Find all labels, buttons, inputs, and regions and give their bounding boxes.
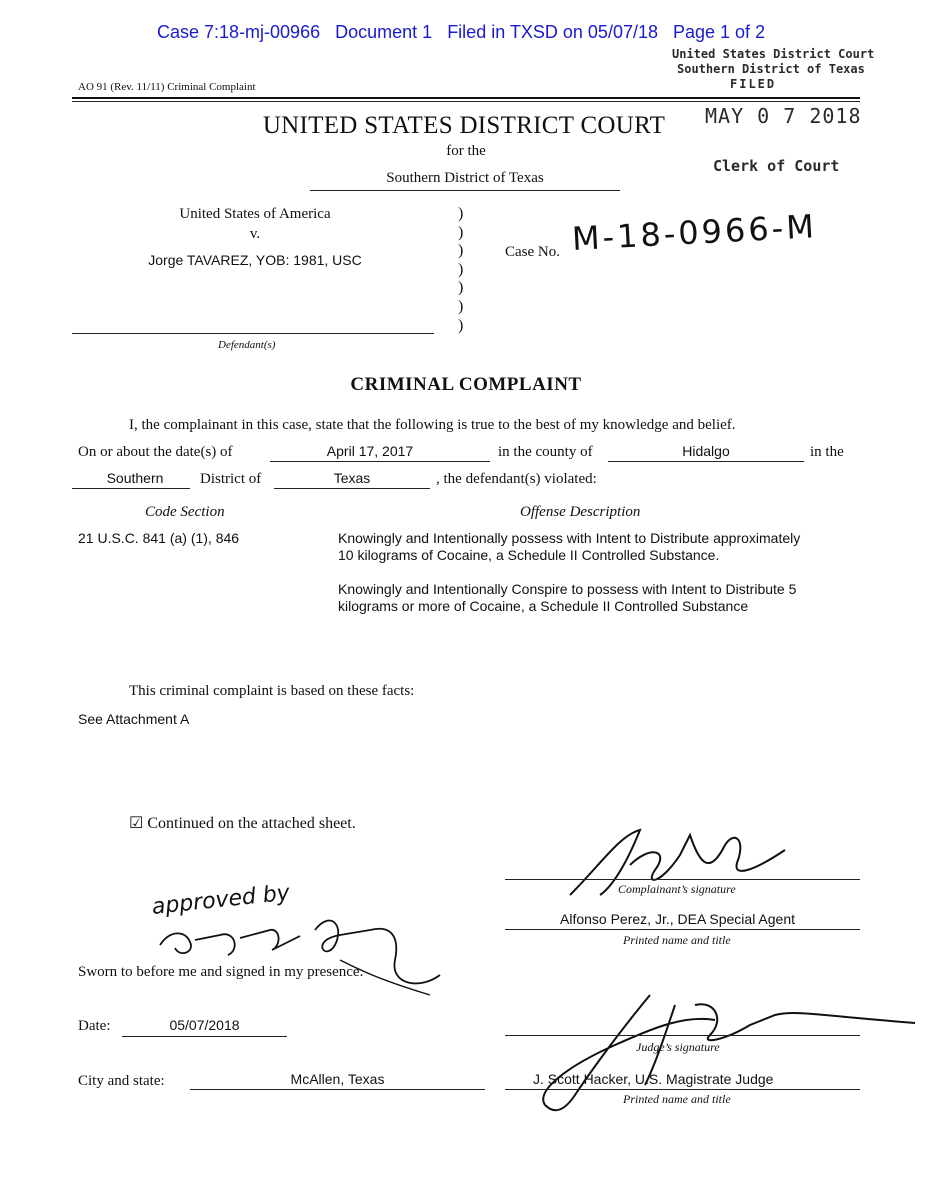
county-value: Hidalgo (682, 443, 730, 459)
date-field-rule (122, 1036, 287, 1037)
state-value: Texas (333, 470, 371, 486)
case-no-label: Case No. (505, 244, 560, 260)
approver-signature (140, 900, 460, 1010)
date-field-label: Date: (78, 1018, 111, 1034)
violated-label: , the defendant(s) violated: (436, 471, 597, 487)
offense-description-header: Offense Description (520, 504, 641, 520)
header-page: Page 1 of 2 (673, 22, 766, 42)
facts-label: This criminal complaint is based on these facts: (129, 683, 415, 699)
offense-description-2 (338, 581, 796, 615)
defendant-label: Defendant(s) (218, 339, 276, 351)
caption-plaintiff: United States of America (179, 206, 331, 222)
court-for-the: for the (446, 143, 486, 159)
court-title: UNITED STATES DISTRICT COURT (262, 112, 666, 139)
continued-label: Continued on the attached sheet. (147, 815, 356, 832)
approval-note: approved by (150, 880, 291, 920)
offense-1-line-1: Knowingly and Intentionally possess with Intent to Distribute approximately (338, 530, 801, 546)
defendant-rule (72, 333, 434, 334)
caption-defendant: Jorge TAVAREZ, YOB: 1981, USC (148, 252, 362, 268)
court-district: Southern District of Texas (386, 170, 544, 186)
judge-signature-label: Judge’s signature (636, 1040, 720, 1054)
stamp-date: MAY 0 7 2018 (705, 104, 862, 128)
stamp-clerk: Clerk of Court (713, 157, 840, 175)
continued-checkbox[interactable]: ☑ (129, 815, 144, 832)
header-rule-thin (72, 101, 860, 102)
header-case-ref: Case 7:18-mj-00966 (157, 22, 321, 42)
code-section-header: Code Section (145, 504, 225, 520)
stamp-filed: FILED (730, 77, 777, 91)
complaint-title: CRIMINAL COMPLAINT (350, 374, 582, 395)
complainant-signature-rule (505, 879, 860, 880)
offense-2-line-1: Knowingly and Intentionally Conspire to possess with Intent to Distribute 5 (338, 581, 797, 597)
district-value-rule (72, 488, 190, 489)
header-rule-thick (72, 97, 860, 99)
code-section: 21 U.S.C. 841 (a) (1), 846 (78, 530, 240, 546)
offense-1-line-2: 10 kilograms of Cocaine, a Schedule II Controlled Substance. (338, 547, 720, 563)
district-rule (310, 190, 620, 191)
header-document: Document 1 (335, 22, 433, 42)
case-no-value: M-18-0966-M (571, 207, 818, 258)
form-id: AO 91 (Rev. 11/11) Criminal Complaint (78, 81, 256, 93)
judge-signature-rule (505, 1035, 860, 1036)
county-label: in the county of (498, 444, 593, 460)
offense-2-line-2: kilograms or more of Cocaine, a Schedule II Controlled Substance (338, 598, 749, 614)
facts-value: See Attachment A (78, 711, 190, 727)
header-filed: Filed in TXSD on 05/07/18 (447, 22, 658, 42)
state-rule (274, 488, 430, 489)
filing-header (157, 22, 765, 43)
stamp-court-line2: Southern District of Texas (677, 62, 865, 76)
continued-row (129, 813, 356, 833)
city-state-value: McAllen, Texas (290, 1071, 385, 1087)
district-of-label: District of (200, 471, 262, 487)
caption-versus: v. (249, 226, 261, 242)
complainant-name: Alfonso Perez, Jr., DEA Special Agent (560, 911, 796, 927)
complaint-intro: I, the complainant in this case, state that the following is true to the best of my knowledge and belief. (129, 417, 736, 433)
date-rule (270, 461, 490, 462)
judge-name-label: Printed name and title (623, 1092, 731, 1106)
complainant-name-label: Printed name and title (623, 933, 731, 947)
city-state-label: City and state: (78, 1073, 165, 1089)
city-state-rule (190, 1089, 485, 1090)
county-rule (608, 461, 804, 462)
offense-date: April 17, 2017 (326, 443, 414, 459)
judge-name: J. Scott Hacker, U.S. Magistrate Judge (533, 1071, 774, 1087)
complainant-signature-label: Complainant’s signature (618, 882, 736, 896)
date-field-value: 05/07/2018 (169, 1017, 240, 1033)
sworn-statement: Sworn to before me and signed in my presence. (78, 964, 364, 980)
complainant-name-rule (505, 929, 860, 930)
judge-name-rule (505, 1089, 860, 1090)
stamp-court-line1: United States District Court (672, 47, 875, 61)
offense-description-1 (338, 530, 800, 564)
in-the-label: in the (810, 444, 844, 460)
date-label: On or about the date(s) of (78, 444, 233, 460)
caption-parens: ) ) ) ) ) ) ) (458, 205, 464, 334)
district-value: Southern (106, 470, 164, 486)
